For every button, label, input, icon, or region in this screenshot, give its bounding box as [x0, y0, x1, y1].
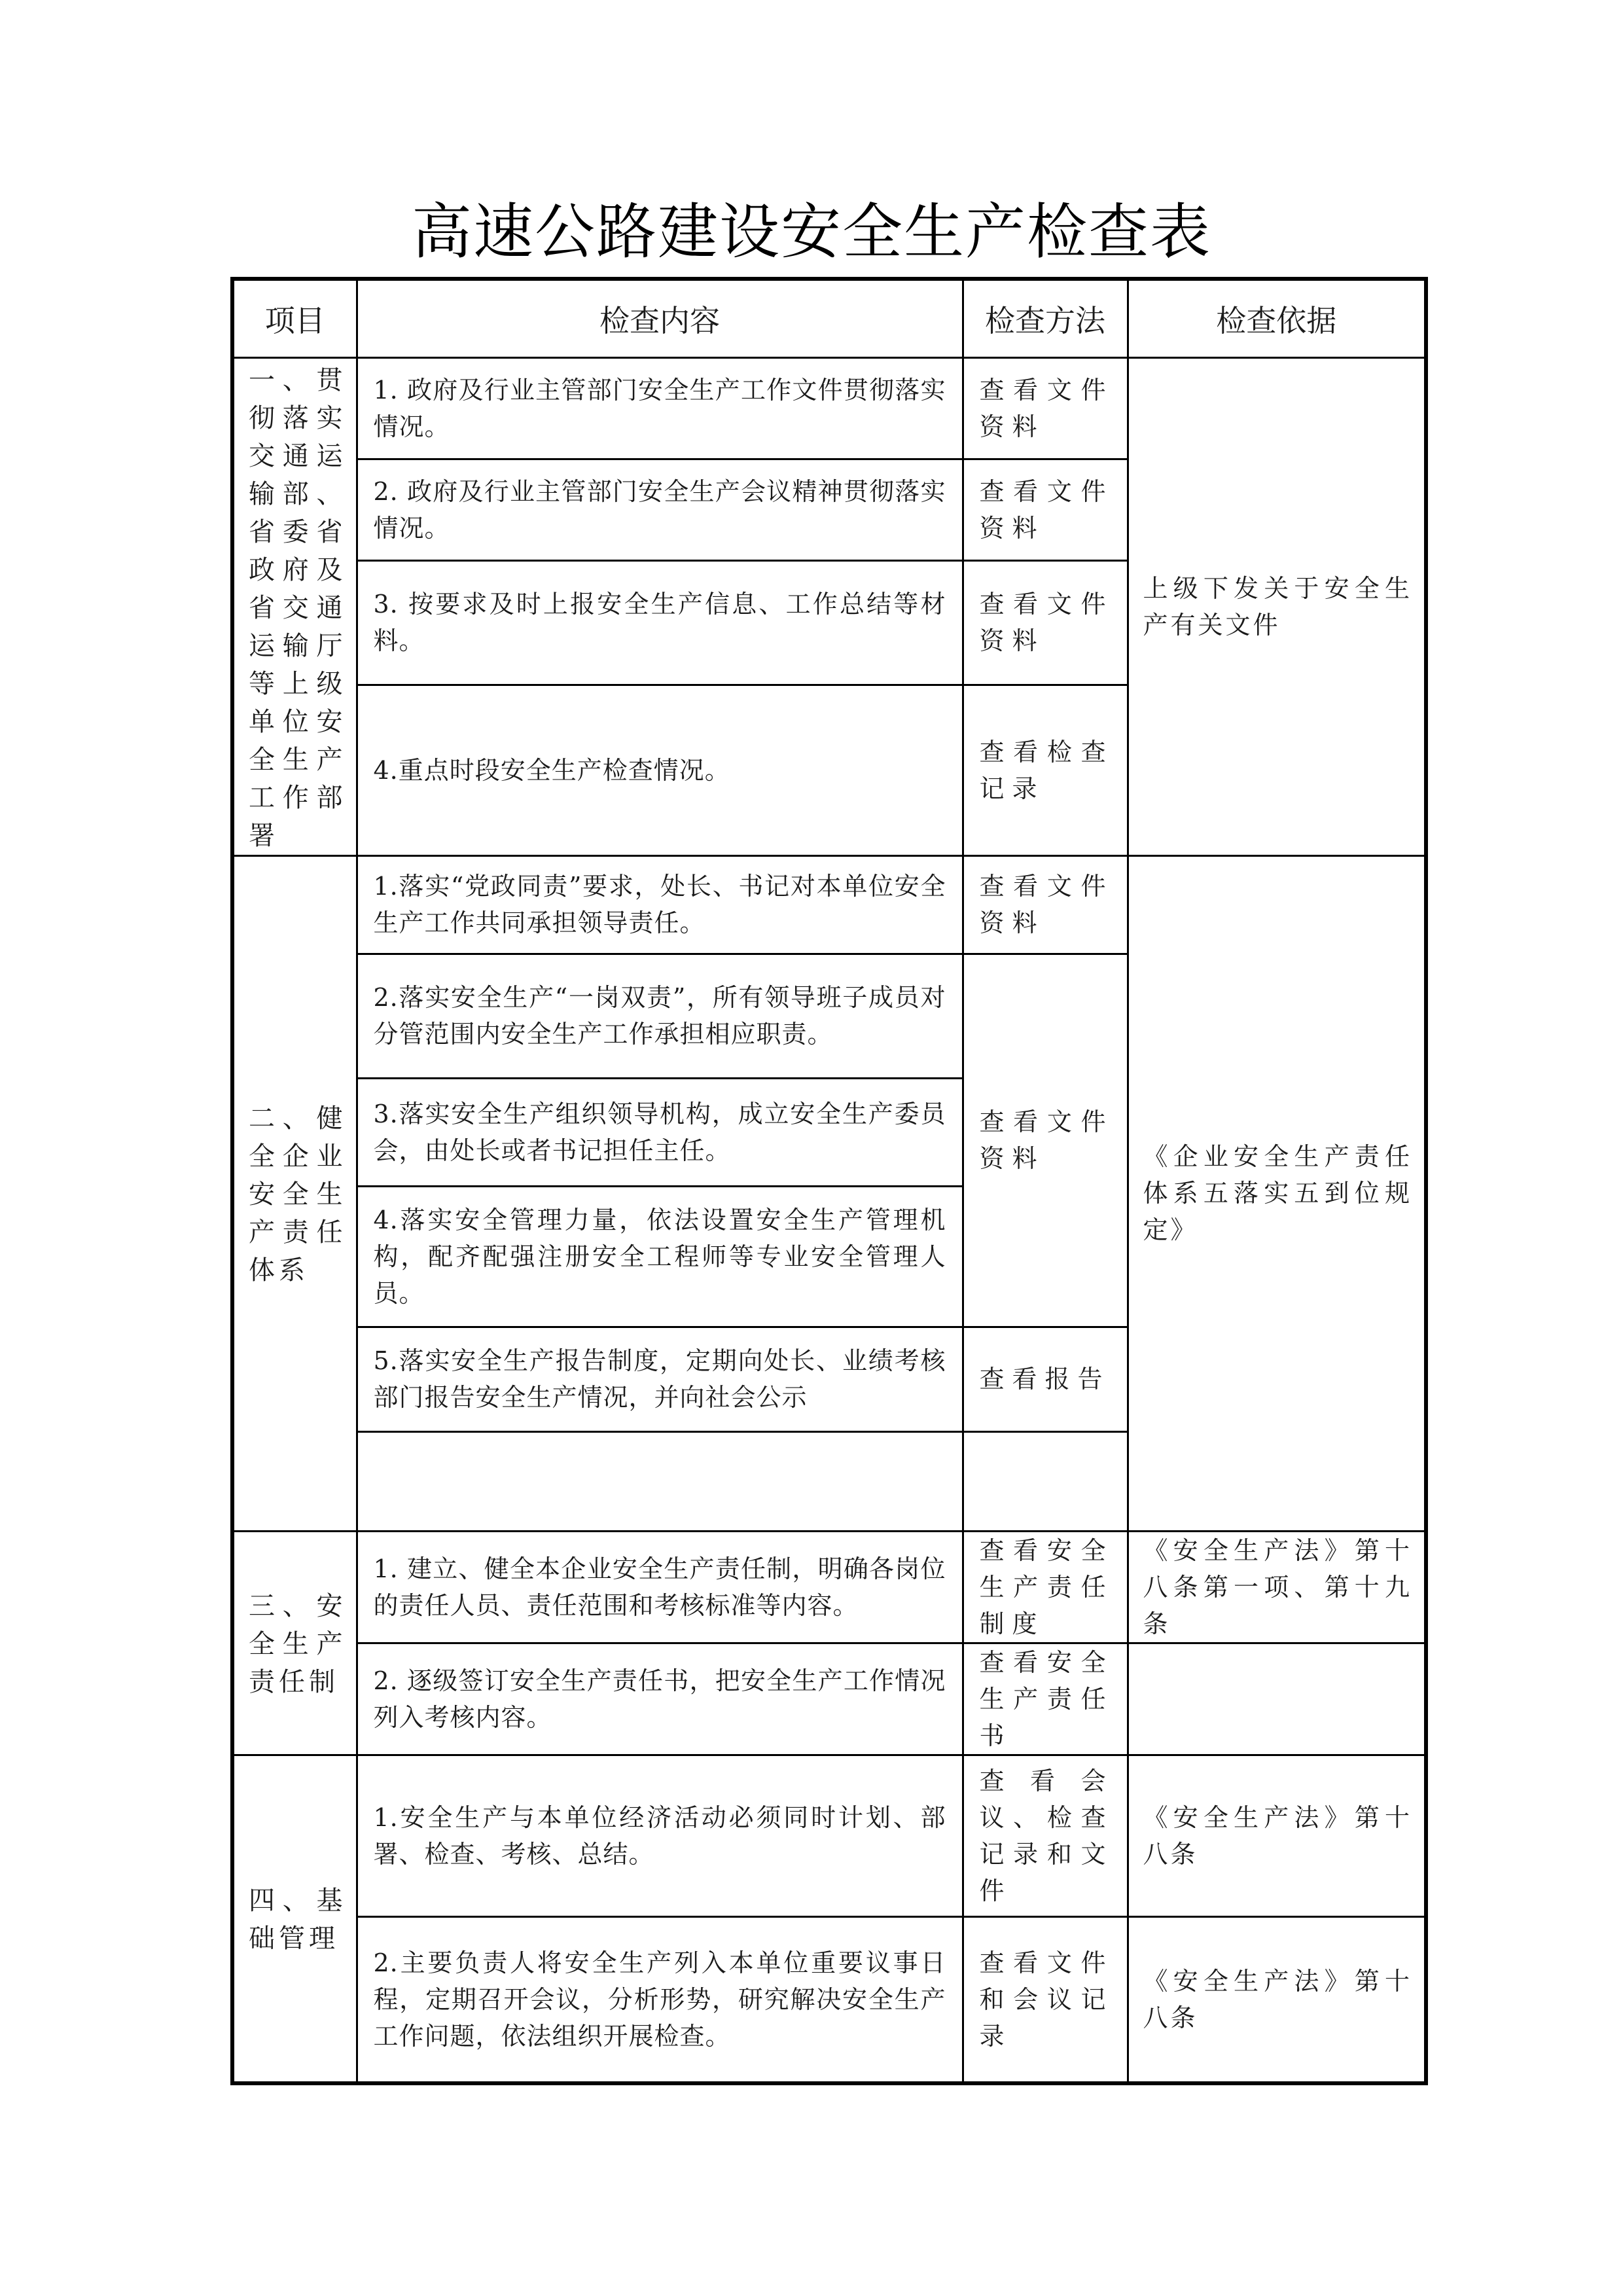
- check-content: 1. 建立、健全本企业安全生产责任制，明确各岗位的责任人员、责任范围和考核标准等内容。: [357, 1531, 963, 1643]
- section-item: 三、安全生产责任制: [232, 1531, 357, 1755]
- check-method: 查看安全生产责任制度: [963, 1531, 1128, 1643]
- check-content: 3.落实安全生产组织领导机构，成立安全生产委员会，由处长或者书记担任主任。: [357, 1078, 963, 1186]
- table-row: [232, 1755, 1426, 1916]
- section-item: 二、健全企业安全生产责任体系: [232, 855, 357, 1531]
- section-item: 一、贯彻落实交通运输部、省委省政府及省交通运输厅等上级单位安全生产工作部署: [232, 357, 357, 855]
- table-row: [232, 1531, 1426, 1643]
- section-item: 四、基础管理: [232, 1755, 357, 2083]
- check-method: 查看报告: [963, 1327, 1128, 1431]
- check-basis: [1128, 1643, 1426, 1755]
- check-method: [963, 1431, 1128, 1531]
- check-content: 2. 逐级签订安全生产责任书，把安全生产工作情况列入考核内容。: [357, 1643, 963, 1755]
- check-basis: 《安全生产法》第十八条: [1128, 1916, 1426, 2083]
- table-row: [232, 855, 1426, 954]
- inspection-table: [230, 277, 1428, 2085]
- table-row: [232, 1643, 1426, 1755]
- table-row: [232, 357, 1426, 459]
- check-method: 查看文件资料: [963, 459, 1128, 560]
- check-content: 2.主要负责人将安全生产列入本单位重要议事日程，定期召开会议，分析形势，研究解决安全生产工作问题，依法组织开展检查。: [357, 1916, 963, 2083]
- check-content: 1.安全生产与本单位经济活动必须同时计划、部署、检查、考核、总结。: [357, 1755, 963, 1916]
- header-row: [232, 279, 1426, 357]
- check-content: 4.重点时段安全生产检查情况。: [357, 685, 963, 855]
- check-basis: 《企业安全生产责任体系五落实五到位规定》: [1128, 855, 1426, 1531]
- header-item: 项目: [232, 279, 357, 357]
- check-method: 查看文件资料: [963, 855, 1128, 954]
- check-basis: 上级下发关于安全生产有关文件: [1128, 357, 1426, 855]
- check-content: 3. 按要求及时上报安全生产信息、工作总结等材料。: [357, 560, 963, 685]
- header-method: 检查方法: [963, 279, 1128, 357]
- check-content: 2. 政府及行业主管部门安全生产会议精神贯彻落实情况。: [357, 459, 963, 560]
- table-row: [232, 1916, 1426, 2083]
- check-method: 查看文件资料: [963, 357, 1128, 459]
- check-content: 1.落实“党政同责”要求，处长、书记对本单位安全生产工作共同承担领导责任。: [357, 855, 963, 954]
- check-method: 查看文件资料: [963, 954, 1128, 1327]
- check-method: 查看文件和会议记录: [963, 1916, 1128, 2083]
- check-content: 2.落实安全生产“一岗双责”，所有领导班子成员对分管范围内安全生产工作承担相应职责。: [357, 954, 963, 1078]
- check-content: 5.落实安全生产报告制度，定期向处长、业绩考核部门报告安全生产情况，并向社会公示: [357, 1327, 963, 1431]
- check-method: 查看安全生产责任书: [963, 1643, 1128, 1755]
- check-method: 查看会议、检查记录和文件: [963, 1755, 1128, 1916]
- check-content: 1. 政府及行业主管部门安全生产工作文件贯彻落实情况。: [357, 357, 963, 459]
- check-method: 查看文件资料: [963, 560, 1128, 685]
- check-content: [357, 1431, 963, 1531]
- check-method: 查看检查记录: [963, 685, 1128, 855]
- check-content: 4.落实安全管理力量，依法设置安全生产管理机构，配齐配强注册安全工程师等专业安全管理人员。: [357, 1186, 963, 1327]
- check-basis: 《安全生产法》第十八条: [1128, 1755, 1426, 1916]
- header-content: 检查内容: [357, 279, 963, 357]
- check-basis: 《安全生产法》第十八条第一项、第十九条: [1128, 1531, 1426, 1643]
- document-title: 高速公路建设安全生产检查表: [411, 197, 1211, 267]
- header-basis: 检查依据: [1128, 279, 1426, 357]
